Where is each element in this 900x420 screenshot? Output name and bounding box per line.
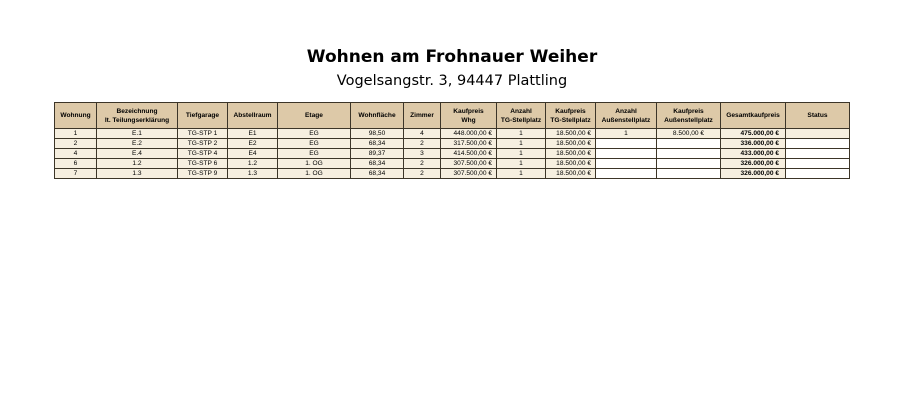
column-header-abstellraum: Abstellraum [228,103,278,129]
table-row [55,129,850,139]
cell-wohnung: 7 [55,169,97,179]
cell-status [786,129,850,139]
cell-zimmer: 4 [404,129,441,139]
document-title: Wohnen am Frohnauer Weiher [306,47,598,67]
table-row [55,159,850,169]
cell-bezeichnung: E.4 [97,149,178,159]
cell-gesamtkaufpreis: 475.000,00 € [721,129,786,139]
cell-wohnflaeche: 89,37 [351,149,404,159]
column-header-kaufpreis-tg: Kaufpreis TG-Stellplatz [546,103,596,129]
cell-status [786,159,850,169]
column-header-wohnung: Wohnung [55,103,97,129]
cell-bezeichnung: 1.2 [97,159,178,169]
cell-wohnung: 4 [55,149,97,159]
column-header-status: Status [786,103,850,129]
cell-wohnflaeche: 68,34 [351,139,404,149]
cell-wohnflaeche: 68,34 [351,169,404,179]
cell-abstellraum: E1 [228,129,278,139]
cell-wohnung: 2 [55,139,97,149]
cell-kaufpreis-aussen [657,159,721,169]
cell-status [786,139,850,149]
cell-kaufpreis-aussen [657,149,721,159]
cell-abstellraum: E4 [228,149,278,159]
cell-tiefgarage: TG-STP 6 [178,159,228,169]
cell-kaufpreis-whg: 414.500,00 € [441,149,497,159]
table-header-row [55,103,850,129]
column-header-bezeichnung: Bezeichnung lt. Teilungserklärung [97,103,178,129]
cell-anzahl-aussen [596,139,657,149]
cell-anzahl-aussen [596,149,657,159]
cell-kaufpreis-tg: 18.500,00 € [546,169,596,179]
cell-anzahl-aussen [596,169,657,179]
cell-bezeichnung: E.2 [97,139,178,149]
cell-tiefgarage: TG-STP 4 [178,149,228,159]
column-header-anzahl-tg: Anzahl TG-Stellplatz [497,103,546,129]
cell-gesamtkaufpreis: 433.000,00 € [721,149,786,159]
column-header-etage: Etage [278,103,351,129]
cell-bezeichnung: E.1 [97,129,178,139]
cell-zimmer: 3 [404,149,441,159]
column-header-gesamtkaufpreis: Gesamtkaufpreis [721,103,786,129]
cell-gesamtkaufpreis: 326.000,00 € [721,169,786,179]
title-block [0,46,900,92]
cell-kaufpreis-tg: 18.500,00 € [546,149,596,159]
cell-anzahl-aussen [596,159,657,169]
cell-bezeichnung: 1.3 [97,169,178,179]
table-row [55,149,850,159]
cell-status [786,149,850,159]
cell-kaufpreis-tg: 18.500,00 € [546,159,596,169]
table-row [55,169,850,179]
cell-zimmer: 2 [404,169,441,179]
cell-abstellraum: 1.2 [228,159,278,169]
apartment-price-table [54,102,850,179]
cell-anzahl-tg: 1 [497,169,546,179]
cell-kaufpreis-whg: 307.500,00 € [441,169,497,179]
column-header-kaufpreis-whg: Kaufpreis Whg [441,103,497,129]
cell-tiefgarage: TG-STP 2 [178,139,228,149]
cell-kaufpreis-aussen [657,139,721,149]
cell-zimmer: 2 [404,139,441,149]
document-address: Vogelsangstr. 3, 94447 Plattling [336,73,568,89]
column-header-zimmer: Zimmer [404,103,441,129]
cell-anzahl-tg: 1 [497,149,546,159]
cell-etage: 1. OG [278,159,351,169]
cell-kaufpreis-tg: 18.500,00 € [546,139,596,149]
cell-gesamtkaufpreis: 336.000,00 € [721,139,786,149]
cell-zimmer: 2 [404,159,441,169]
cell-kaufpreis-aussen [657,169,721,179]
cell-status [786,169,850,179]
cell-wohnung: 1 [55,129,97,139]
cell-anzahl-tg: 1 [497,139,546,149]
cell-kaufpreis-whg: 448.000,00 € [441,129,497,139]
cell-kaufpreis-tg: 18.500,00 € [546,129,596,139]
column-header-wohnflaeche: Wohnfläche [351,103,404,129]
cell-etage: EG [278,129,351,139]
cell-abstellraum: 1.3 [228,169,278,179]
column-header-tiefgarage: Tiefgarage [178,103,228,129]
cell-etage: EG [278,139,351,149]
cell-gesamtkaufpreis: 326.000,00 € [721,159,786,169]
cell-kaufpreis-whg: 307.500,00 € [441,159,497,169]
cell-kaufpreis-aussen: 8.500,00 € [657,129,721,139]
cell-etage: 1. OG [278,169,351,179]
column-header-anzahl-aussen: Anzahl Außenstellplatz [596,103,657,129]
cell-etage: EG [278,149,351,159]
cell-kaufpreis-whg: 317.500,00 € [441,139,497,149]
table-row [55,139,850,149]
cell-tiefgarage: TG-STP 1 [178,129,228,139]
cell-wohnflaeche: 68,34 [351,159,404,169]
cell-anzahl-tg: 1 [497,159,546,169]
cell-anzahl-aussen: 1 [596,129,657,139]
cell-abstellraum: E2 [228,139,278,149]
cell-wohnflaeche: 98,50 [351,129,404,139]
cell-tiefgarage: TG-STP 9 [178,169,228,179]
cell-anzahl-tg: 1 [497,129,546,139]
cell-wohnung: 6 [55,159,97,169]
column-header-kaufpreis-aussen: Kaufpreis Außenstellplatz [657,103,721,129]
